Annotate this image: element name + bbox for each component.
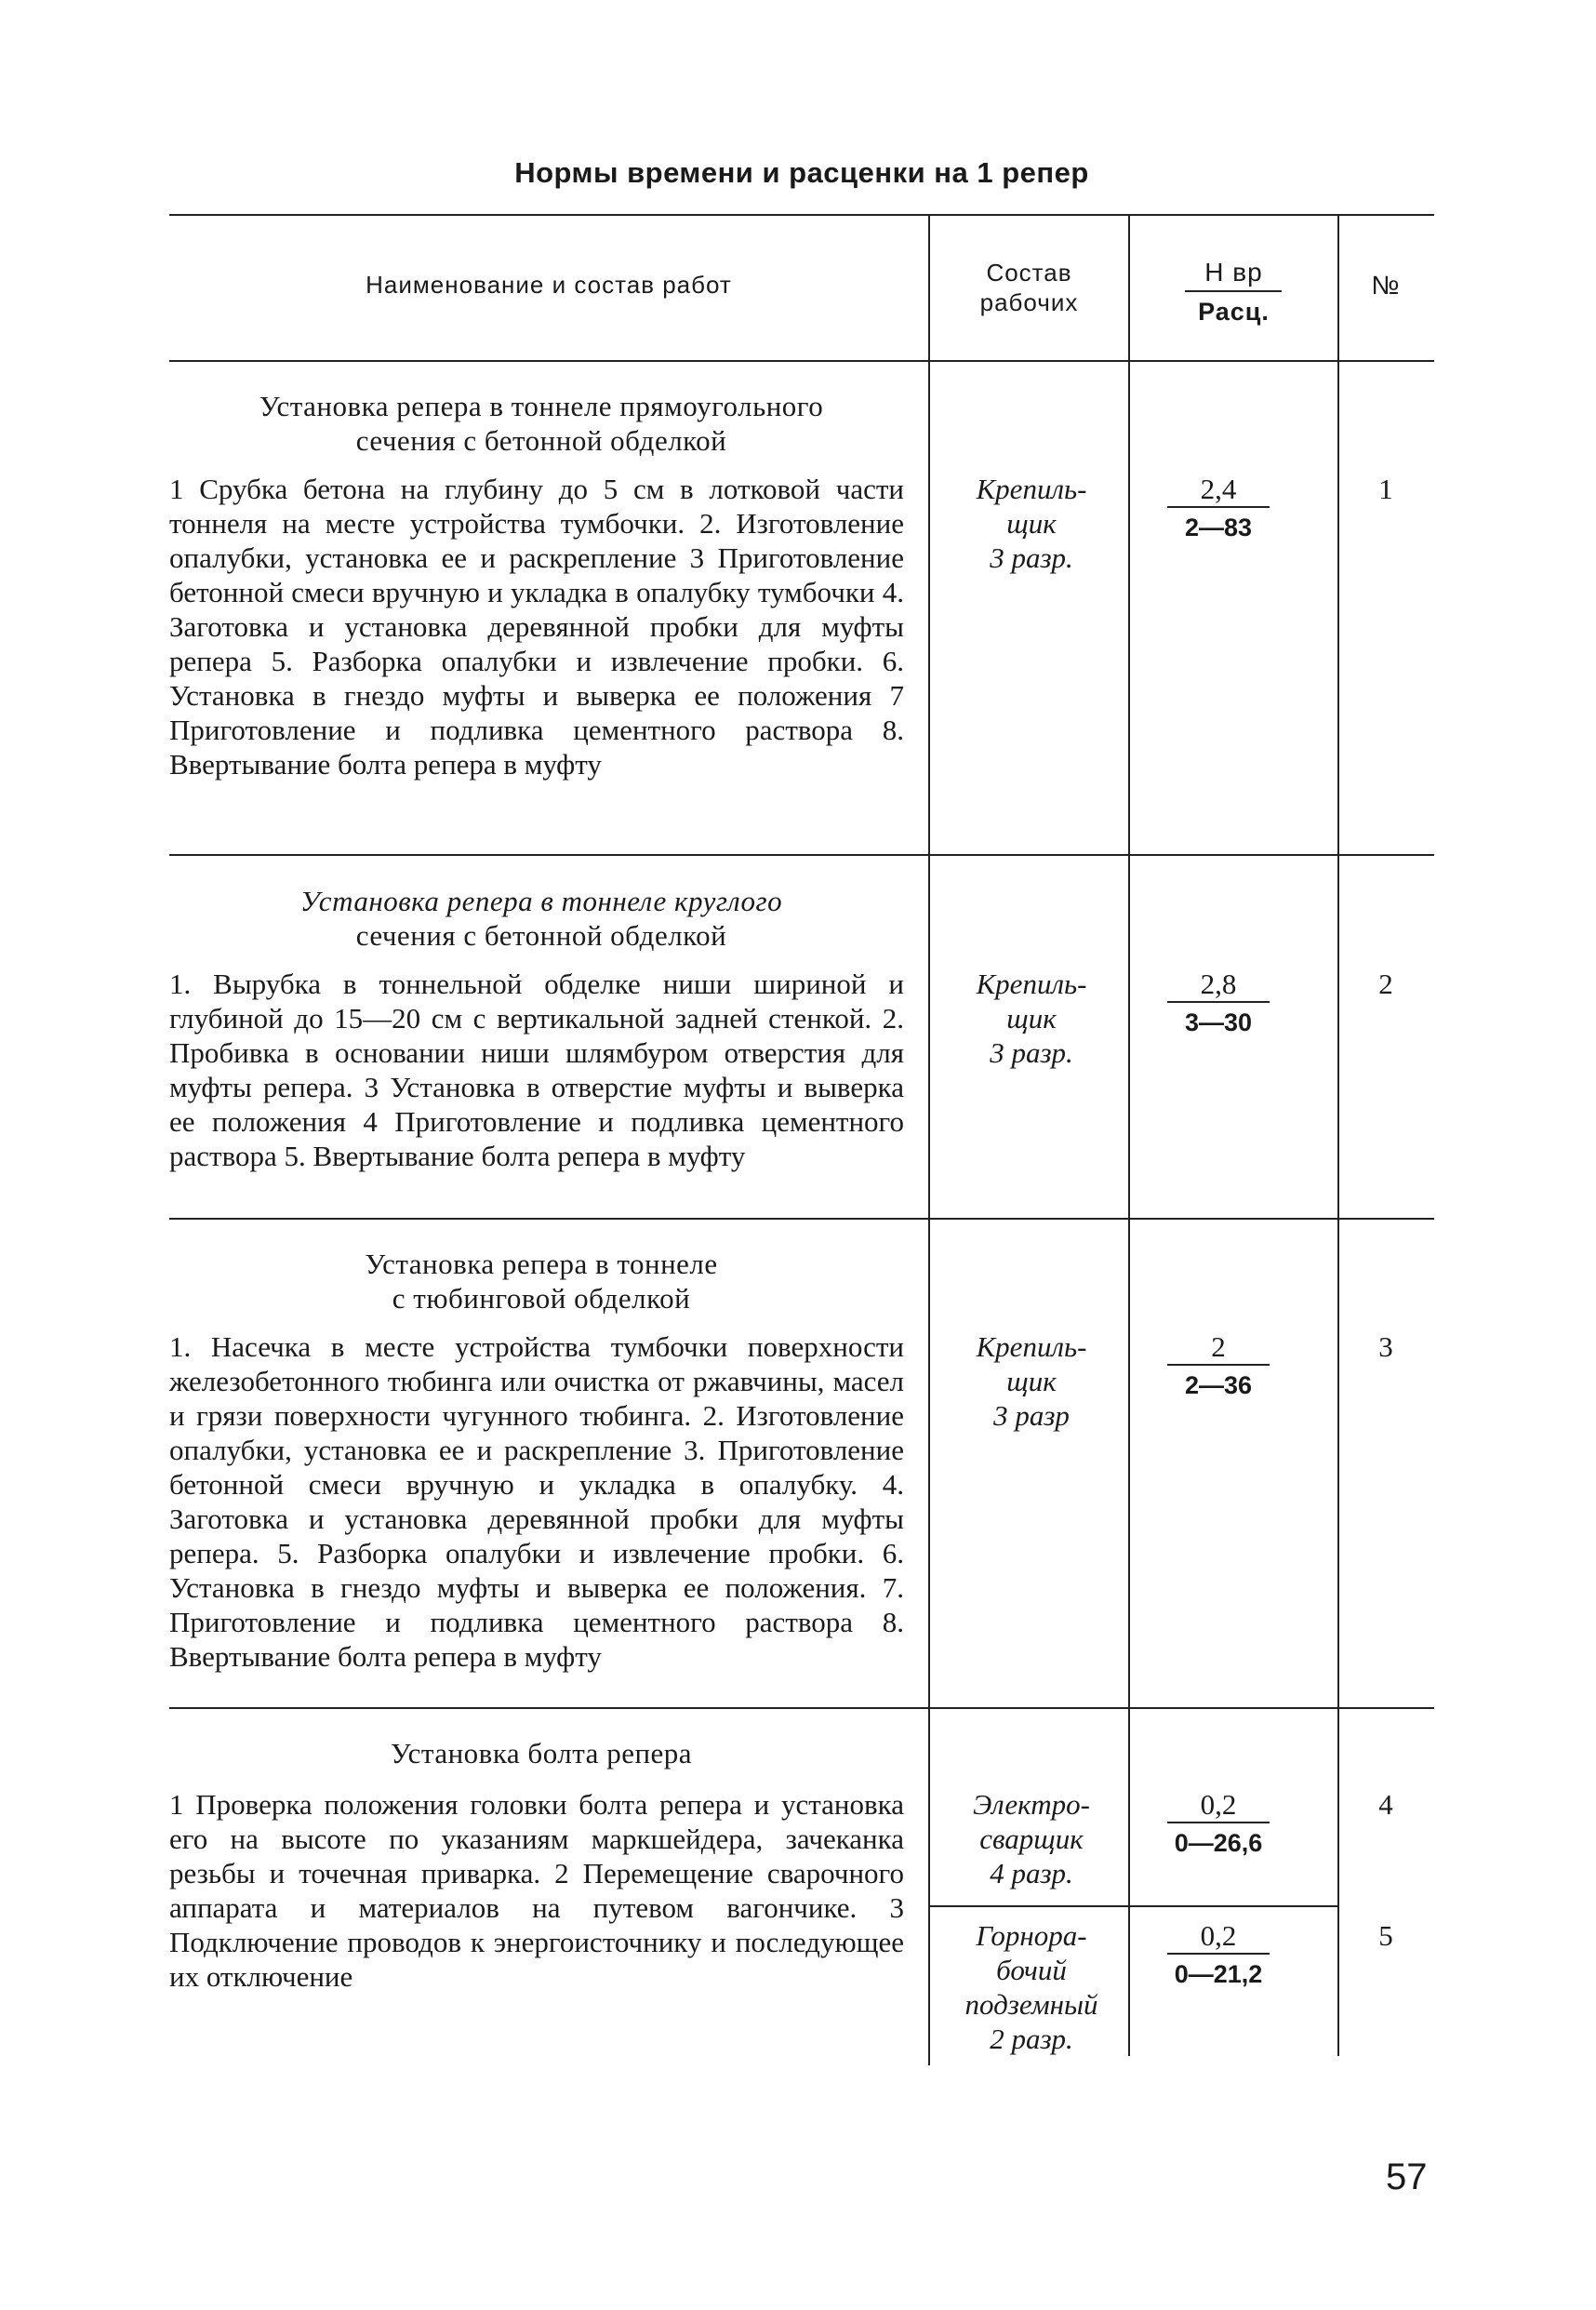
header-workers-2: рабочих: [979, 288, 1079, 316]
fraction-bar: [1167, 1364, 1270, 1366]
row-4-norm: 0,2: [1200, 1788, 1237, 1821]
header-bottom-rule: [169, 360, 1434, 362]
row-2-title-2: сечения с бетонной обделкой: [355, 919, 727, 952]
header-norm-bar: [1185, 290, 1282, 292]
row-2-worker-2: щик: [1006, 1002, 1057, 1035]
row-2-rate: 3—30: [1184, 1008, 1253, 1036]
header-name: Наименование и состав работ: [366, 271, 732, 299]
row-3-norm: 2: [1211, 1330, 1226, 1363]
row-2-norm: 2,8: [1200, 968, 1237, 1000]
row-divider: [169, 854, 1434, 856]
row-3-rate: 2—36: [1184, 1371, 1253, 1399]
row-4-rate: 0—26,6: [1174, 1829, 1263, 1857]
row-1-text: 1 Срубка бетона на глубину до 5 см в лотковой части тоннеля на месте устройства тумбочки. 2. Изготовление опалубки, установка ее и раскрепление 3 Приготовление бетонной смеси вручную и укладка в опалубку тумбочки 4. Заготовка и установка деревянной пробки для муфты репера 5. Разборка опалубки и извлечение пробки. 6. Установка в гнездо муфты и выверка ее положения 7 Приготовление и подливка цементного раствора 8. Ввертывание болта репера в муфту: [169, 473, 904, 781]
page-number: 57: [1386, 2156, 1428, 2197]
header-number: №: [1371, 271, 1401, 300]
row-1-norm: 2,4: [1200, 473, 1237, 505]
row-2-number: 2: [1378, 968, 1393, 1000]
row-4-worker: Электро-: [973, 1788, 1090, 1821]
row-2-text: 1. Вырубка в тоннельной обделке ниши шириной и глубиной до 15—20 см с вертикальной задней стенкой. 2. Пробивка в основании ниши шлямбуром отверстия для муфты репера. 3 Установка в отверстие муфты и выверка ее положения 4 Приготовление и подливка цементного раствора 5. Ввертывание болта репера в муфту: [169, 968, 904, 1172]
sub-row-divider: [930, 1905, 1339, 1907]
row-2-title: Установка репера в тоннеле круглого: [299, 885, 783, 917]
row-3-worker-2: щик: [1006, 1365, 1057, 1397]
row-4-title: Установка болта репера: [390, 1737, 693, 1769]
header-workers-1: Состав: [986, 259, 1072, 287]
table-top-rule: [169, 214, 1434, 216]
row-5-worker: Горнора-: [976, 1919, 1087, 1952]
header-norm-bottom: Расц.: [1198, 298, 1270, 326]
row-divider: [169, 1218, 1434, 1220]
row-1-worker: Крепиль-: [976, 473, 1087, 505]
row-3-worker-3: 3 разр: [993, 1399, 1070, 1432]
row-1-title-2: сечения с бетонной обделкой: [355, 424, 727, 457]
row-2-worker: Крепиль-: [976, 968, 1087, 1000]
row-1-worker-3: 3 разр.: [990, 541, 1073, 574]
fraction-bar: [1167, 1953, 1270, 1955]
row-3-number: 3: [1378, 1330, 1393, 1363]
row-3-worker: Крепиль-: [976, 1330, 1087, 1363]
row-1-title: Установка репера в тоннеле прямоугольного: [259, 390, 824, 422]
row-4-number: 4: [1378, 1788, 1393, 1821]
row-5-worker-3: подземный: [964, 1988, 1098, 2021]
row-4-text: 1 Проверка положения головки болта репера и установка его на высоте по указаниям маркшейдера, зачеканка резьбы и точечная приварка. 2 Перемещение сварочного аппарата и материалов на путевом вагончике. 3 Подключение проводов к энергоисточнику и последующее их отключение: [169, 1788, 904, 1993]
row-divider: [169, 1707, 1434, 1709]
row-5-worker-4: 2 разр.: [990, 2023, 1073, 2055]
header-norm-top: Н вр: [1204, 258, 1263, 287]
row-3-text: 1. Насечка в месте устройства тумбочки поверхности железобетонного тюбинга или очистка от ржавчины, масел и грязи поверхности чугунного тюбинга. 2. Изготовление опалубки, установка ее и раскрепление 3. Приготовление бетонной смеси вручную и укладка в опалубку. 4. Заготовка и установка деревянной пробки для муфты репера. 5. Разборка опалубки и извлечение пробки. 6. Установка в гнездо муфты и выверка ее положения. 7. Приготовление и подливка цементного раствора 8. Ввертывание болта репера в муфту: [169, 1330, 904, 1673]
page-title: Нормы времени и расценки на 1 репер: [514, 156, 1089, 189]
row-1-worker-2: щик: [1006, 507, 1057, 540]
row-5-number: 5: [1378, 1919, 1393, 1952]
row-5-rate: 0—21,2: [1174, 1960, 1263, 1988]
row-2-worker-3: 3 разр.: [990, 1036, 1073, 1069]
fraction-bar: [1167, 1822, 1270, 1823]
row-5-worker-2: бочий: [996, 1954, 1067, 1986]
fraction-bar: [1167, 1001, 1270, 1003]
row-3-norm-fraction: [1139, 1329, 1297, 1403]
row-4-worker-2: сварщик: [979, 1823, 1084, 1855]
row-5-norm-fraction: [1139, 1918, 1297, 1992]
row-3-title-2: с тюбинговой обделкой: [392, 1282, 691, 1315]
row-3-title: Установка репера в тоннеле: [365, 1248, 718, 1280]
row-4-worker-3: 4 разр.: [990, 1857, 1073, 1889]
row-2-norm-fraction: [1139, 967, 1297, 1040]
row-1-norm-fraction: [1139, 472, 1297, 545]
row-4-norm-fraction: [1139, 1787, 1297, 1861]
row-5-norm: 0,2: [1200, 1919, 1237, 1952]
row-1-number: 1: [1378, 473, 1393, 505]
fraction-bar: [1167, 506, 1270, 508]
row-1-rate: 2—83: [1184, 514, 1253, 541]
